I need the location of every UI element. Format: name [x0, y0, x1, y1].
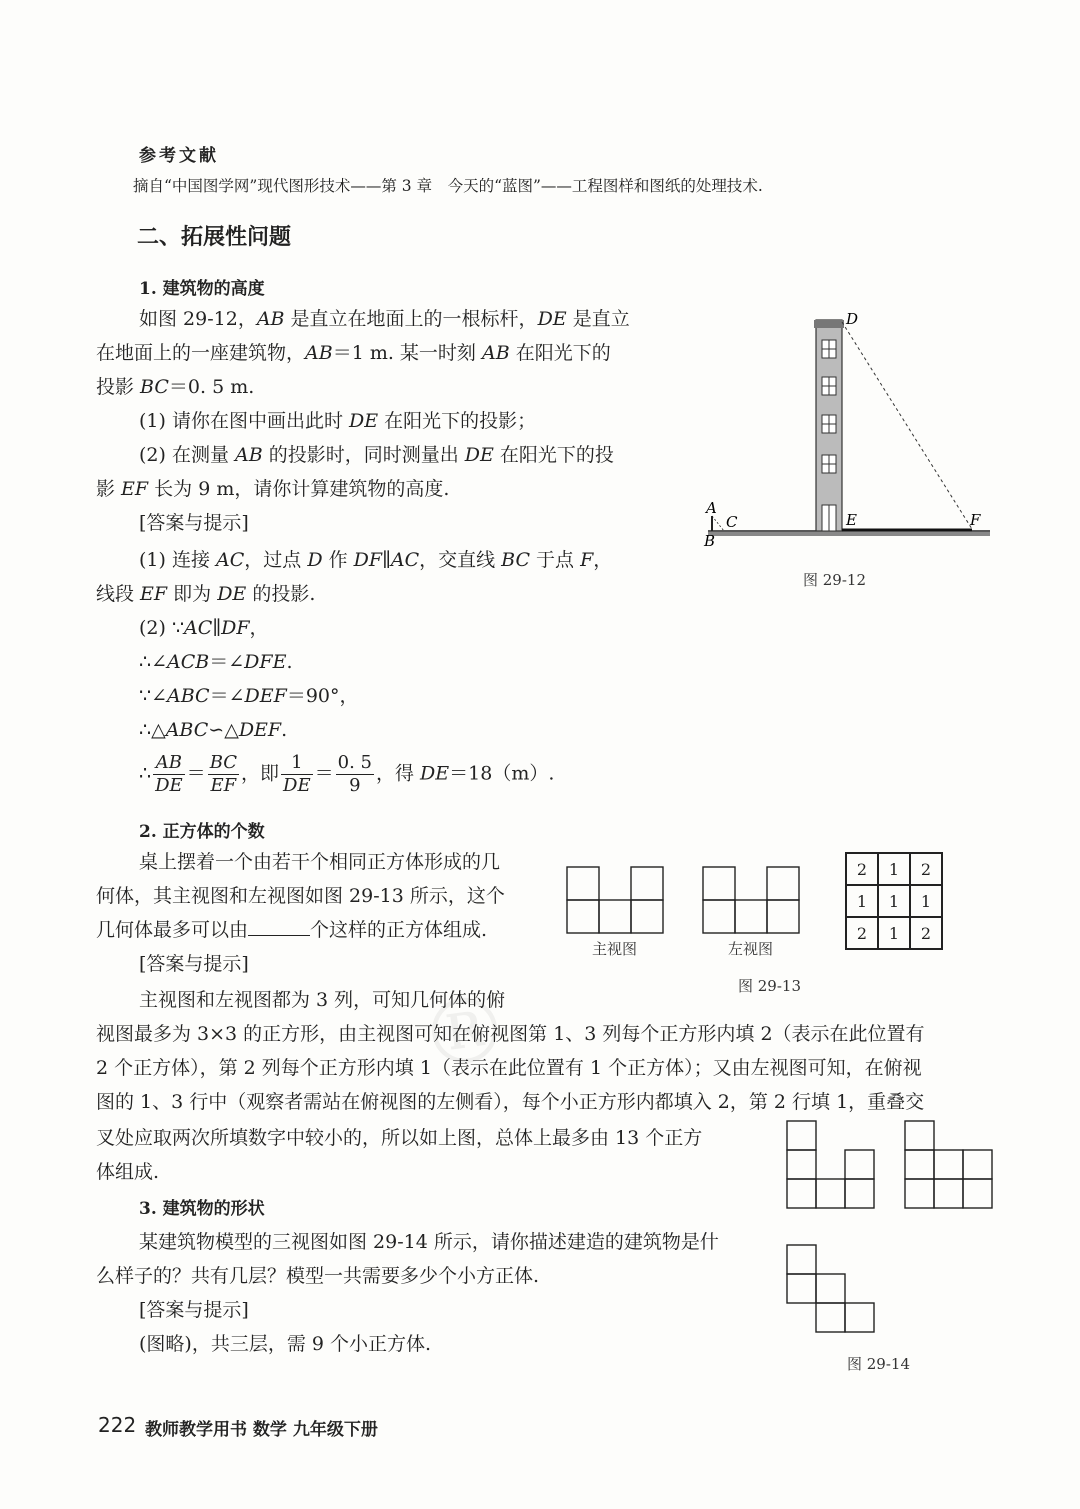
ground-line	[708, 532, 990, 536]
label-e: E	[846, 511, 857, 529]
q3-line-2: 么样子的？共有几层？模型一共需要多少个小方正体.	[96, 1265, 540, 1287]
q3-hint: [答案与提示]	[139, 1299, 249, 1321]
figure-29-12	[700, 310, 1000, 560]
figure-29-12-caption: 图 29-12	[803, 571, 867, 589]
reference-text: 摘自“中国图学网”现代图形技术——第 3 章 今天的“蓝图”——工程图样和图纸的处理技术.	[133, 177, 763, 195]
q2-answer-5: 叉处应取两次所填数字中较小的，所以如上图，总体上最多由 13 个正方	[96, 1127, 703, 1149]
grid-cell: 1	[846, 885, 878, 917]
q2-answer-1: 主视图和左视图都为 3 列，可知几何体的俯	[139, 989, 506, 1011]
q2-line-2: 何体，其主视图和左视图如图 29-13 所示，这个	[96, 885, 505, 907]
q2-answer-6: 体组成.	[96, 1161, 160, 1183]
fraction-bc-ef: $\frac{BC}{EF}$	[209, 752, 238, 796]
grid-cell: 1	[878, 853, 910, 885]
fraction-05-9: $\frac{0. 5}{9}$	[337, 752, 372, 796]
q1-formula: ∴ $\frac{AB}{DE}$ ＝ $\frac{BC}{EF}$ ，即 $\frac{1}{DE}$ ＝ $\frac{0. 5}{9}$ ，得 DE＝18（m）.	[139, 752, 555, 796]
label-f: F	[970, 511, 981, 529]
answer-blank[interactable]	[248, 915, 310, 936]
q1-line-2: 在地面上的一座建筑物，AB＝1 m. 某一时刻 AB 在阳光下的	[96, 342, 611, 364]
figure-29-13-caption: 图 29-13	[738, 977, 802, 995]
q1-line-1: 如图 29-12，AB 是直立在地面上的一根标杆，DE 是直立	[139, 308, 630, 330]
question-1-title: 1. 建筑物的高度	[139, 279, 265, 299]
q1-line-3: 投影 BC＝0. 5 m.	[96, 376, 255, 398]
main-view-label: 主视图	[592, 940, 638, 958]
q2-line-3: 几何体最多可以由 个这样的正方体组成.	[96, 913, 487, 947]
front-view-figure	[786, 1120, 878, 1210]
grid-cell: 1	[878, 885, 910, 917]
grid-cell: 1	[910, 885, 942, 917]
left-view-figure	[702, 866, 802, 936]
q1-answer-2-step-2: ∴∠ACB＝∠DFE.	[139, 651, 293, 673]
label-b: B	[704, 532, 716, 550]
label-a: A	[706, 499, 717, 517]
q2-answer-2: 视图最多为 3×3 的正方形，由主视图可知在俯视图第 1、3 列每个正方形内填 2（表示在此位置有	[96, 1023, 925, 1045]
sun-ray-df	[842, 322, 972, 529]
fraction-1-de: $\frac{1}{DE}$	[283, 752, 311, 796]
question-2-title: 2. 正方体的个数	[139, 822, 265, 842]
left-view-label: 左视图	[728, 940, 774, 958]
grid-cell: 2	[910, 853, 942, 885]
q1-answer-1-cont: 线段 EF 即为 DE 的投影.	[96, 583, 316, 605]
q3-line-1: 某建筑物模型的三视图如图 29-14 所示，请你描述建造的建筑物是什	[139, 1231, 719, 1253]
page-number: 222	[98, 1413, 137, 1437]
q1-part-1: (1) 请你在图中画出此时 DE 在阳光下的投影；	[139, 410, 537, 432]
q1-answer-2-step-1: (2) ∵AC∥DF，	[139, 617, 269, 639]
watermark: ®	[413, 974, 517, 1091]
grid-cell: 1	[878, 917, 910, 949]
label-d: D	[846, 310, 859, 328]
top-view-grid	[845, 852, 943, 950]
q1-part-2-cont: 影 EF 长为 9 m，请你计算建筑物的高度.	[96, 478, 450, 500]
q2-answer-3: 2 个正方体），第 2 列每个正方形内填 1（表示在此位置有 1 个正方体）；又由左视图可知，在俯视	[96, 1057, 922, 1079]
q2-answer-4: 图的 1、3 行中（观察者需站在俯视图的左侧看），每个小正方形内都填入 2，第 2 行填 1，重叠交	[96, 1091, 925, 1113]
q1-hint: [答案与提示]	[139, 512, 249, 534]
book-title: 教师教学用书 数学 九年级下册	[145, 1420, 378, 1440]
grid-cell: 2	[910, 917, 942, 949]
q2-hint: [答案与提示]	[139, 953, 249, 975]
q2-line-1: 桌上摆着一个由若干个相同正方体形成的几	[139, 851, 501, 873]
figure-29-14-caption: 图 29-14	[847, 1355, 911, 1373]
label-c: C	[726, 513, 738, 531]
question-3-title: 3. 建筑物的形状	[139, 1199, 265, 1219]
fraction-ab-de: $\frac{AB}{DE}$	[155, 752, 183, 796]
grid-cell: 2	[846, 917, 878, 949]
grid-cell: 2	[846, 853, 878, 885]
q3-answer: (图略)，共三层，需 9 个小正方体.	[139, 1333, 432, 1355]
q1-answer-2-step-3: ∵∠ABC＝∠DEF＝90°，	[139, 685, 359, 707]
section-title: 二、拓展性问题	[137, 224, 292, 250]
q1-answer-1: (1) 连接 AC，过点 D 作 DF∥AC，交直线 BC 于点 F，	[139, 549, 613, 571]
top-view-figure	[786, 1244, 878, 1334]
main-view-figure	[566, 866, 666, 936]
reference-title: 参考文献	[139, 146, 219, 166]
q1-part-2: (2) 在测量 AB 的投影时，同时测量出 DE 在阳光下的投	[139, 444, 614, 466]
side-view-figure	[904, 1120, 996, 1210]
q1-answer-2-step-4: ∴△ABC∽△DEF.	[139, 719, 288, 741]
